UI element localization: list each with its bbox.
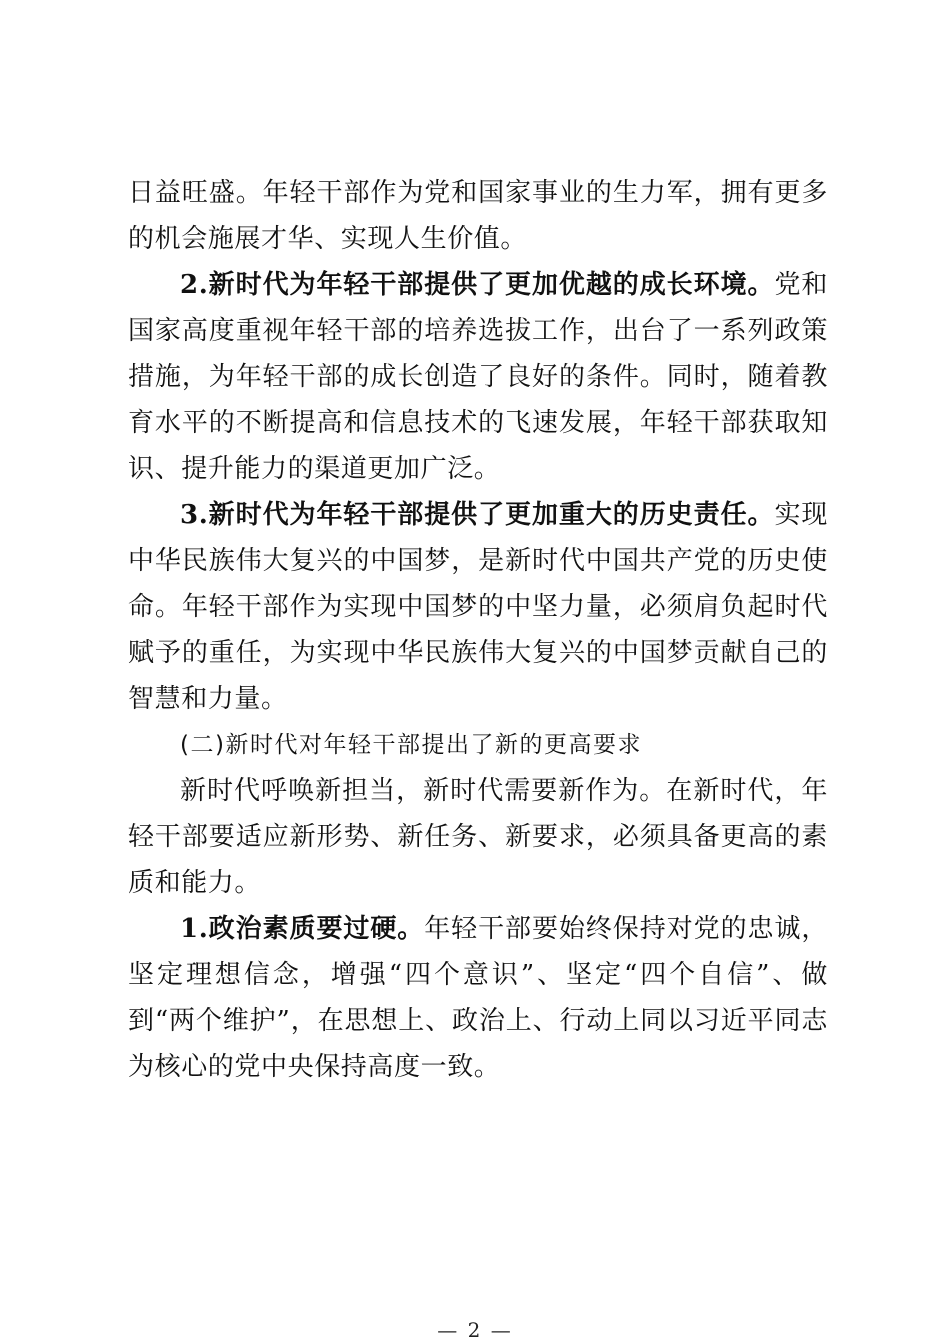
paragraph-item-1 — [128, 906, 828, 1090]
paragraph-continuation — [128, 170, 828, 262]
paragraph-item-2 — [128, 262, 828, 492]
paragraph-item-3 — [128, 492, 828, 722]
paragraph-lead: 1.政治素质要过硬。 — [180, 914, 425, 944]
paragraph-intro: 新时代呼唤新担当，新时代需要新作为。在新时代，年轻干部要适应新形势、新任务、新要求，必须具备更高的素质和能力。 — [128, 776, 828, 898]
page-number: — 2 — — [437, 1318, 513, 1342]
paragraph-text: 实现中华民族伟大复兴的中国梦，是新时代中国共产党的历史使命。年轻干部作为实现中国梦的中坚力量，必须肩负起时代赋予的重任，为实现中华民族伟大复兴的中国梦贡献自己的智慧和力量。 — [128, 500, 828, 714]
document-body — [128, 170, 828, 1090]
paragraph-lead: 2.新时代为年轻干部提供了更加优越的成长环境。 — [180, 270, 775, 300]
section-subheading: (二)新时代对年轻干部提出了新的更高要求 — [180, 732, 642, 758]
paragraph-text: 党和国家高度重视年轻干部的培养选拔工作，出台了一系列政策措施，为年轻干部的成长创造了良好的条件。同时，随着教育水平的不断提高和信息技术的飞速发展，年轻干部获取知识、提升能力的渠道更加广泛。 — [128, 270, 828, 484]
paragraph-text: 年轻干部要始终保持对党的忠诚，坚定理想信念，增强“四个意识”、坚定“四个自信”、做到“两个维护”，在思想上、政治上、行动上同以习近平同志为核心的党中央保持高度一致。 — [128, 914, 828, 1082]
paragraph-text: 日益旺盛。年轻干部作为党和国家事业的生力军，拥有更多的机会施展才华、实现人生价值。 — [128, 178, 828, 254]
paragraph-lead: 3.新时代为年轻干部提供了更加重大的历史责任。 — [180, 500, 775, 530]
